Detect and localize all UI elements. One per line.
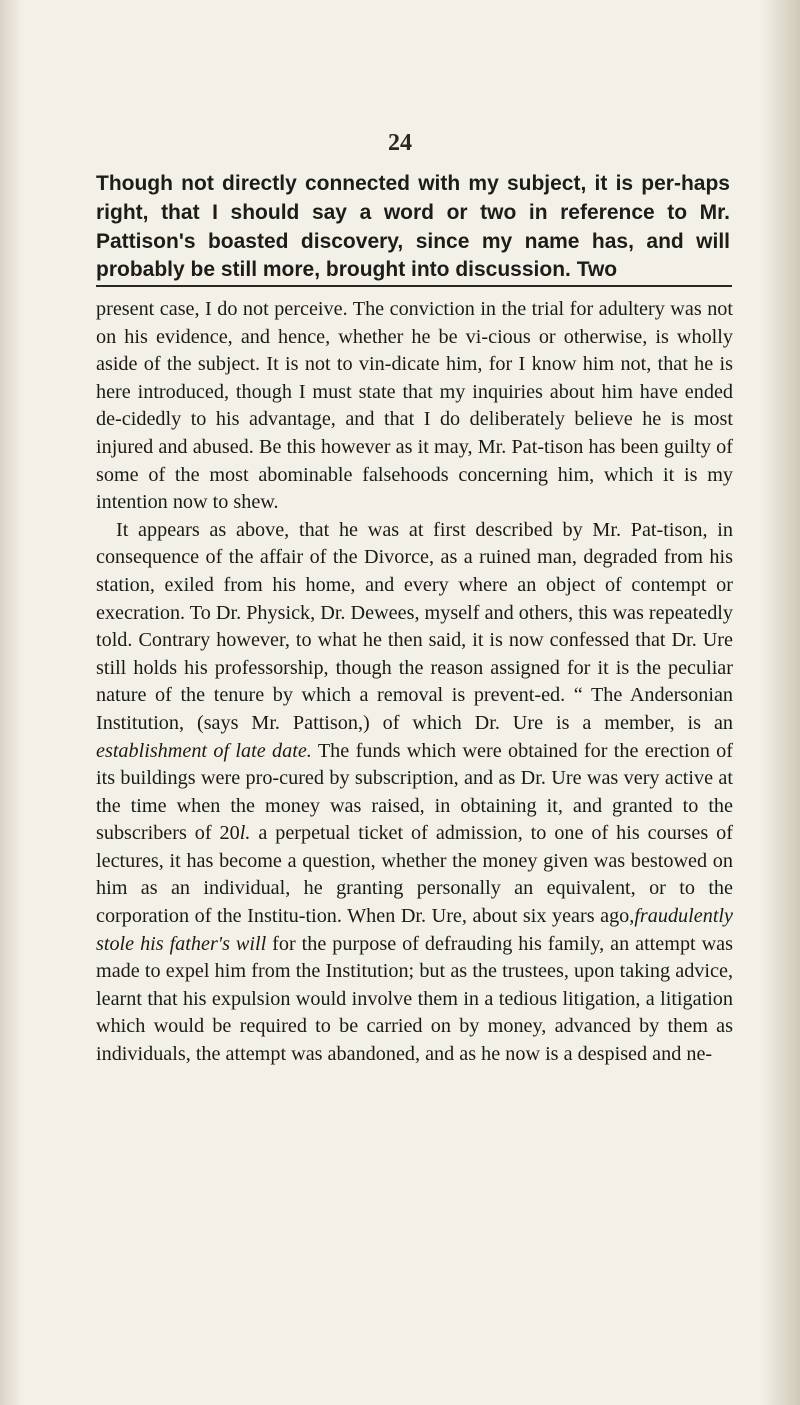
paragraph-present-case: present case, I do not perceive. The conviction in the trial for adultery was not on his evidence, and hence, whether he be vi-cious or otherwise, is wholly aside of the subject. It is not to vin-dicate him, for I know him not, that he is here introduced, though I must state that my inquiries about him have ended de-cidedly to his advantage, and that I do deliberately believe he is most injured and abused. Be this however as it may, Mr. Pat-tison has been guilty of some of the most abominable falsehoods concerning him, which it is my intention now to shew. bbox=[96, 298, 733, 514]
paragraph-text-segment: The funds which were obtained for the erection of its buildings were pro-cured by subscription, and as Dr. Ure was very active at the time when the money was raised, in obtaining it, and granted to the subscribers of 20 bbox=[96, 739, 733, 845]
section-divider-rule bbox=[96, 285, 732, 287]
italic-phrase: fraudulently stole his father's will bbox=[96, 905, 733, 955]
paragraph-text-segment: It appears as above, that he was at first described by Mr. Pat-tison, in consequence of the affair of the Divorce, as a ruined man, degraded from his station, exiled from his home, and every where an object of contempt or execration. To Dr. Physick, Dr. Dewees, myself and others, this was repeatedly told. Contrary however, to what he then said, it is now confessed that Dr. Ure still holds his professorship, though the reason assigned for it is the peculiar nature of the tenure by which a removal is prevent-ed. “ The Andersonian Institution, (says Mr. Pattison,) of which Dr. Ure is a member, is an bbox=[96, 518, 733, 734]
paragraph-text-segment: for the purpose of defrauding his family, an attempt was made to expel him from the Institution; but as the trustees, upon taking advice, learnt that his expulsion would involve them in a tedious litigation, a litigation which would be required to be carried on by money, advanced by them as individuals, the attempt was abandoned, and as he now is a despised and ne- bbox=[96, 932, 733, 1066]
page-edge-shadow-left bbox=[0, 0, 22, 1405]
pound-abbreviation: l. bbox=[239, 822, 251, 845]
lead-paragraph: Though not directly connected with my subject, it is per-haps right, that I should say a word or two in reference to Mr. Pattison's boasted discovery, since my name has, and will probably be still more, brought into discussion. Two bbox=[96, 172, 730, 282]
paragraph-text-segment: a perpetual ticket of admission, to one of his courses of lectures, it has become a question, whether the money given was bestowed on him as an individual, he granting personally an equivalent, or to the corporation of the Institu-tion. When Dr. Ure, about six years ago, bbox=[96, 822, 733, 928]
body-text bbox=[96, 296, 733, 1069]
page-edge-shadow-right bbox=[760, 0, 800, 1405]
italic-phrase: establishment of late date. bbox=[96, 739, 312, 762]
page-number: 24 bbox=[388, 130, 412, 156]
paragraph-it-appears bbox=[96, 517, 733, 1069]
